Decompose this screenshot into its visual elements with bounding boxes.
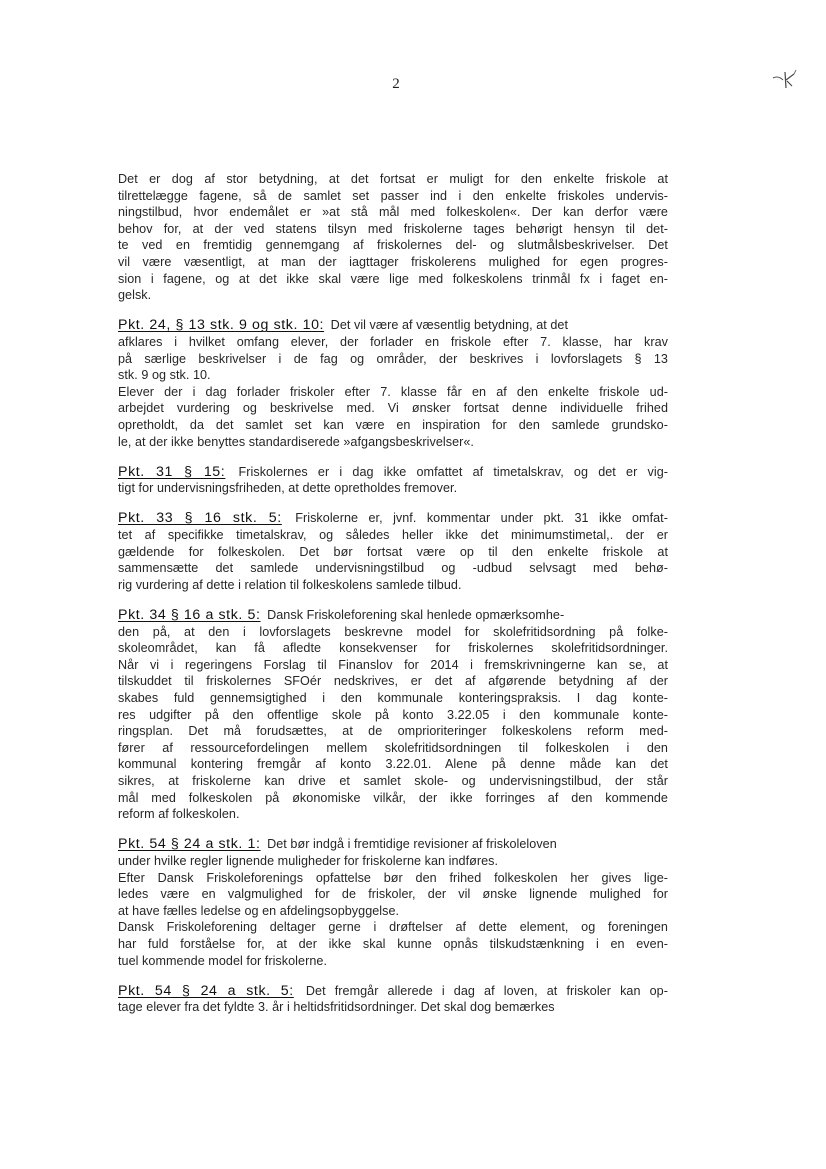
text-line [118,287,668,304]
text-line [118,171,668,188]
section-heading: Pkt. 31 § 15: [118,463,226,480]
line-text: skabes fuld gennemsigtighed i den kommunale konteringspraksis. I dag konte- [118,691,668,705]
text-line [118,607,668,624]
handwritten-mark-icon [770,66,800,92]
text-line [118,773,668,790]
line-text: under hvilke regler lignende muligheder for friskolerne kan indføres. [118,853,499,868]
line-text: gældende for folkeskolen. Det bør fortsat være op til den enkelte friskole at [118,544,668,559]
line-text: Det fremgår allerede i dag af loven, at friskoler kan op- [305,983,668,998]
line-text: te ved en fremtidig gennemgang af friskolernes del- og slutmålsbeskrivelser. Det [118,238,668,253]
line-text: tuel kommende model for friskolerne. [118,953,327,968]
line-text: kommunal kontering fremgår af konto 3.22.01. Alene på denne måde kan det [118,757,668,772]
text-line [118,903,668,920]
text-line [118,999,668,1016]
line-text: tigt for undervisningsfriheden, at dette opretholdes fremover. [118,481,458,496]
section-heading: Pkt. 33 § 16 stk. 5: [118,510,282,527]
text-line [118,690,668,707]
line-text: at have fælles ledelse og en afdelingsopbyggelse. [118,903,400,918]
paragraph-gap [118,969,668,983]
line-text: har fuld forståelse for, at der ikke skal kunne opnås tilskudstænkning i en even- [118,936,668,951]
line-text: mål med folkeskolen på økonomiske vilkår, der ikke forringes af den kommende [118,790,668,805]
text-line [118,317,668,334]
line-text: arbejdet vurdering og beskrivelse med. Vi ønsker fortsat denne individuelle frihed [118,401,668,416]
paragraph [118,510,668,593]
text-line [118,983,668,1000]
text-line [118,790,668,807]
line-text: Det bør indgå i fremtidige revisioner af friskoleloven [267,837,557,852]
text-line [118,254,668,271]
text-line [118,367,668,384]
paragraph [118,607,668,823]
text-line [118,953,668,970]
text-line [118,204,668,221]
paragraph [118,317,668,450]
line-text: fører af ressourcefordelingen mellem skolefritidsordningen til folkeskolen i den [118,740,668,755]
text-line [118,464,668,481]
line-text: Dansk Friskoleforening skal henlede opmærksomhe- [267,608,565,623]
line-text: vil være væsentligt, at man der iagttager friskolerens mulighed for egen progres- [118,254,668,269]
line-text: på særlige beskrivelser i de fag og områder, der beskrives i lovforslagets § 13 [118,351,668,366]
text-line [118,707,668,724]
line-text: stk. 9 og stk. 10. [118,368,211,383]
line-text: ledes være en valgmulighed for de friskoler, der vil ønske lignende mulighed for [118,887,668,902]
text-line [118,806,668,823]
line-text: sammensætte det samlede undervisningstilbud og -udbud selvsagt med behø- [118,561,668,576]
line-text: afklares i hvilket omfang elever, der forlader en friskole efter 7. klasse, har krav [118,334,668,349]
line-text: Friskolernes er i dag ikke omfattet af timetalskrav, og det er vig- [238,464,668,479]
paragraph [118,171,668,304]
line-text: Når vi i regeringens Forslag til Finanslov for 2014 i fremskrivningerne kan se, at [118,657,668,672]
text-line [118,237,668,254]
paragraph [118,836,668,969]
section-heading: Pkt. 54 § 24 a stk. 5: [118,982,294,999]
paragraph [118,983,668,1016]
paragraph-gap [118,497,668,511]
text-line [118,624,668,641]
text-line [118,577,668,594]
text-line [118,853,668,870]
line-text: Det vil være af væsentlig betydning, at det [330,318,569,333]
line-text: behov for, at der ved statens tilsyn med friskolerne tages behørigt hensyn til det- [118,221,668,236]
line-text: Friskolerne er, jvnf. kommentar under pkt. 31 ikke omfat- [295,511,668,526]
line-text: opretholdt, da det samlet set kan være en inspiration for den samlede grundsko- [118,417,668,432]
text-line [118,886,668,903]
line-text: Dansk Friskoleforening deltager gerne i drøftelser af dette element, og foreningen [118,920,668,935]
text-line [118,221,668,238]
text-line [118,870,668,887]
paragraph-gap [118,593,668,607]
line-text: rig vurdering af dette i relation til folkeskolens samlede tilbud. [118,577,462,592]
line-text: Det er dog af stor betydning, at det fortsat er muligt for den enkelte friskole at [118,172,668,186]
section-heading: Pkt. 34 § 16 a stk. 5: [118,607,261,624]
text-line [118,434,668,451]
line-text: ningstilbud, hvor endemålet er »at stå mål med folkeskolen«. Der kan derfor være [118,205,668,220]
line-text: ringsplan. Det må forudsættes, at de omprioriteringer folkeskolens reform med- [118,724,668,739]
text-line [118,384,668,401]
line-text: tilrettelægge fagene, så de samlet set passer ind i den enkelte friskoles undervis- [118,188,668,203]
text-line [118,919,668,936]
section-heading: Pkt. 54 § 24 a stk. 1: [118,836,261,853]
text-line [118,936,668,953]
paragraph-gap [118,450,668,464]
line-text: res udgifter på den offentlige skole på konto 3.22.05 i den kommunale konte- [118,707,668,722]
line-text: reform af folkeskolen. [118,807,240,822]
line-text: gelsk. [118,288,152,303]
text-line [118,657,668,674]
text-line [118,400,668,417]
line-text: Efter Dansk Friskoleforenings opfattelse bør den frihed folkeskolen her gives lige- [118,870,668,885]
text-line [118,188,668,205]
line-text: Elever der i dag forlader friskoler efter 7. klasse får en af den enkelte friskole ud- [118,384,668,399]
line-text: tilskuddet til friskolernes SFOér nedskrives, er det af afgørende betydning af der [118,674,668,689]
paragraph-gap [118,823,668,837]
text-line [118,836,668,853]
text-line [118,334,668,351]
text-line [118,740,668,757]
text-line [118,673,668,690]
text-line [118,756,668,773]
line-text: tet af specifikke timetalskrav, og således heller ikke det minimumstimetal,. der er [118,528,668,543]
text-line [118,723,668,740]
line-text: tage elever fra det fyldte 3. år i heltidsfritidsordninger. Det skal dog bemærkes [118,1000,555,1015]
text-line [118,544,668,561]
line-text: den på, at den i lovforslagets beskrevne model for skolefritidsordning på folke- [118,624,668,639]
line-text: sion i fagene, og at det ikke skal være lige med folkeskolens trinmål fx i faget en- [118,271,668,286]
section-heading: Pkt. 24, § 13 stk. 9 og stk. 10: [118,317,325,334]
text-line [118,271,668,288]
text-line [118,640,668,657]
line-text: le, at der ikke benyttes standardiserede »afgangsbeskrivelser«. [118,434,474,449]
page-number: 2 [392,76,400,92]
text-line [118,527,668,544]
document-body [118,171,668,1016]
text-line [118,417,668,434]
text-line [118,510,668,527]
line-text: skoleområdet, kan få afledte konsekvenser for friskolernes skolefritidsordninger. [118,641,668,656]
text-line [118,351,668,368]
text-line [118,560,668,577]
paragraph-gap [118,304,668,318]
paragraph [118,464,668,497]
text-line [118,480,668,497]
line-text: sikres, at friskolerne kan drive et samlet skole- og undervisningstilbud, der står [118,773,668,788]
